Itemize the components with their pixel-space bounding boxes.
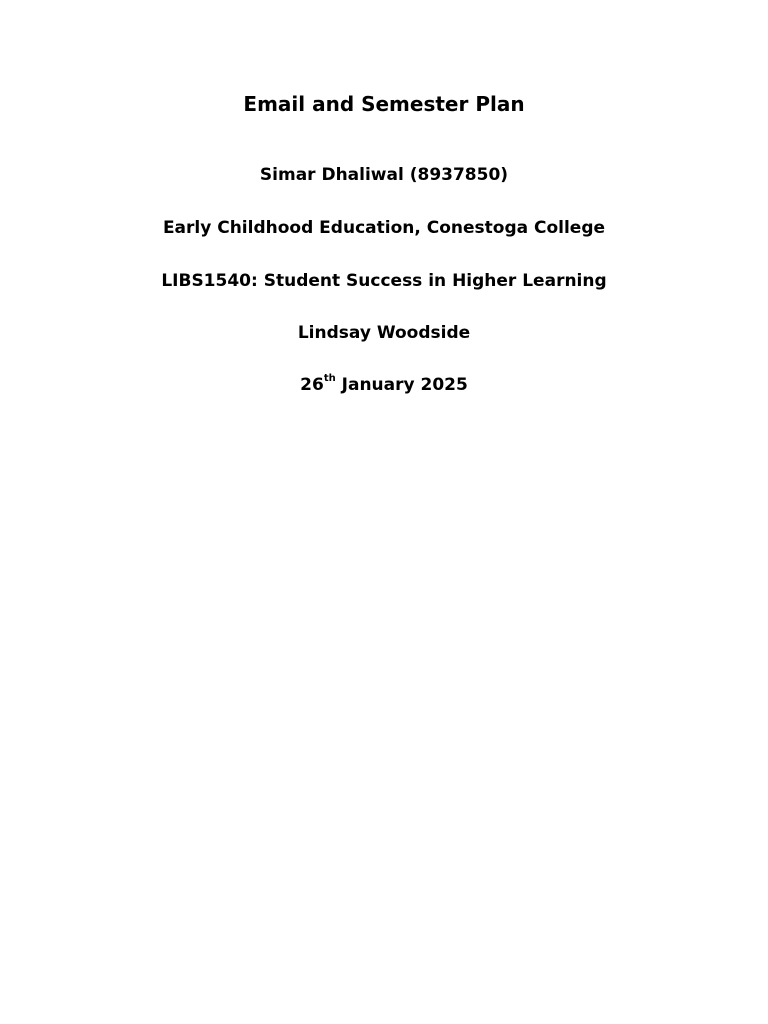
instructor-line: Lindsay Woodside xyxy=(297,323,471,343)
date-month-year: January 2025 xyxy=(335,375,468,395)
date-day: 26 xyxy=(300,375,324,395)
program-line: Early Childhood Education, Conestoga College xyxy=(162,218,606,238)
author-line: Simar Dhaliwal (8937850) xyxy=(259,165,509,185)
document-title: Email and Semester Plan xyxy=(243,92,525,116)
date-day-suffix: th xyxy=(323,373,336,384)
date-line xyxy=(0,375,768,395)
course-line: LIBS1540: Student Success in Higher Learning xyxy=(161,271,607,291)
